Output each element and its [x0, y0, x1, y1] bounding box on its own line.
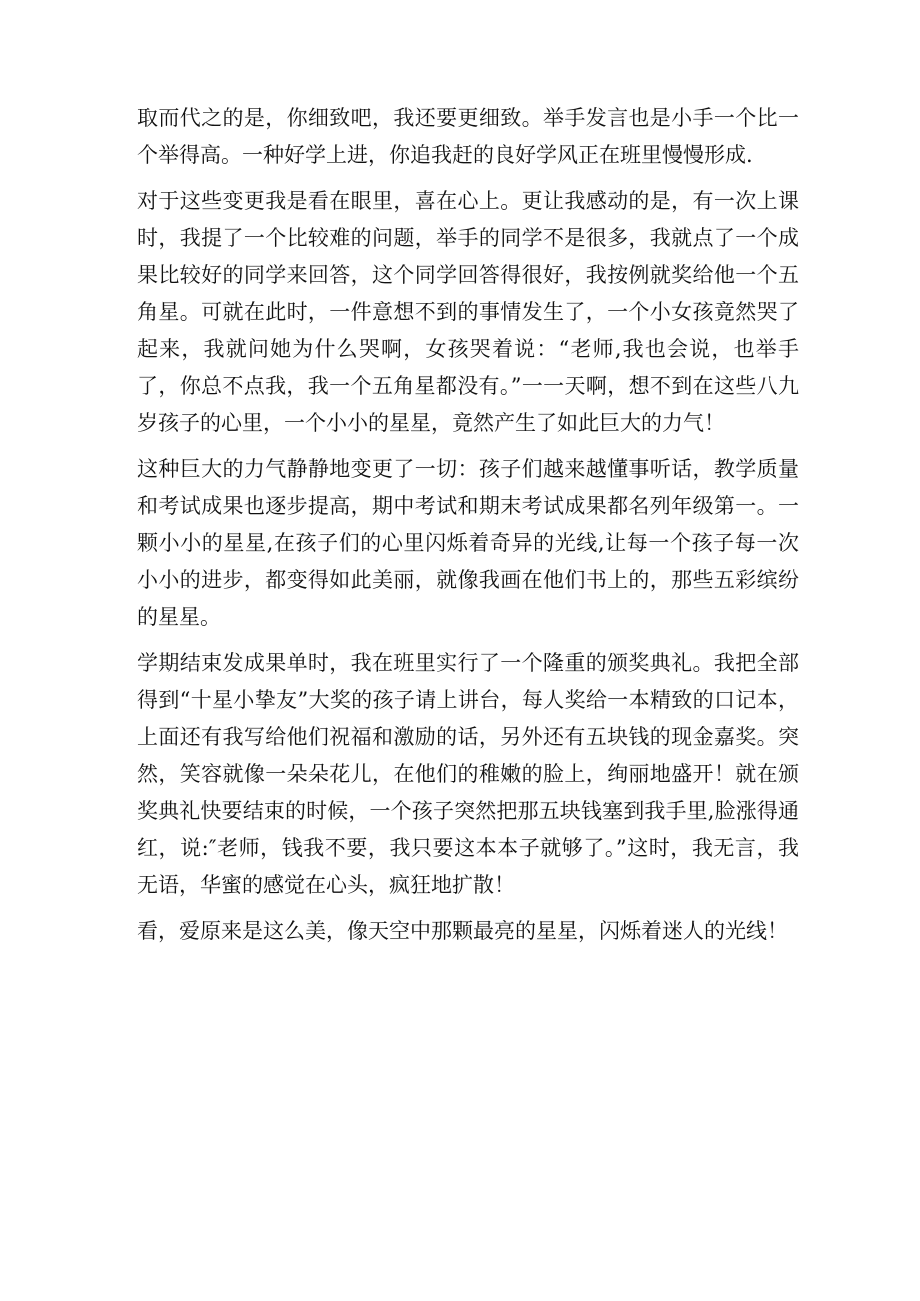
- paragraph-3: 这种巨大的力气静静地变更了一切：孩子们越来越懂事听话，教学质量和考试成果也逐步提高，期中考试和期末考试成果都名列年级第一。一颗小小的星星,在孩子们的心里闪烁着奇异的光线,让每一个孩子每一次小小的进步，都变得如此美丽，就像我画在他们书上的，那些五彩缤纷的星星。: [137, 457, 799, 629]
- paragraph-1: 取而代之的是，你细致吧，我还要更细致。举手发言也是小手一个比一个举得高。一种好学上进，你追我赶的良好学风正在班里慢慢形成.: [137, 106, 799, 167]
- paragraph-2: 对于这些变更我是看在眼里，喜在心上。更让我感动的是，有一次上课时，我提了一个比较难的问题，举手的同学不是很多，我就点了一个成果比较好的同学来回答，这个同学回答得很好，我按例就奖给他一个五角星。可就在此时，一件意想不到的事情发生了，一个小女孩竟然哭了起来，我就问她为什么哭啊，女孩哭着说：“老师,我也会说，也举手了，你总不点我，我一个五角星都没有。”一一天啊，想不到在这些八九岁孩子的心里，一个小小的星星，竟然产生了如此巨大的力气！: [137, 189, 799, 435]
- paragraph-5: 看，爱原来是这么美，像天空中那颗最亮的星星，闪烁着迷人的光线！: [137, 919, 788, 943]
- paragraph-4: 学期结束发成果单时，我在班里实行了一个隆重的颁奖典礼。我把全部得到“十星小挚友”大奖的孩子请上讲台，每人奖给一本精致的口记本，上面还有我写给他们祝福和激励的话，另外还有五块钱的现金嘉奖。突然，笑容就像一朵朵花儿，在他们的稚嫩的脸上，绚丽地盛开！就在颁奖典礼快要结束的时候，一个孩子突然把那五块钱塞到我手里,脸涨得通红，说:″老师，钱我不要，我只要这本本子就够了。”这时，我无言，我无语，华蜜的感觉在心头，疯狂地扩散！: [137, 651, 799, 897]
- document-body: [137, 100, 799, 959]
